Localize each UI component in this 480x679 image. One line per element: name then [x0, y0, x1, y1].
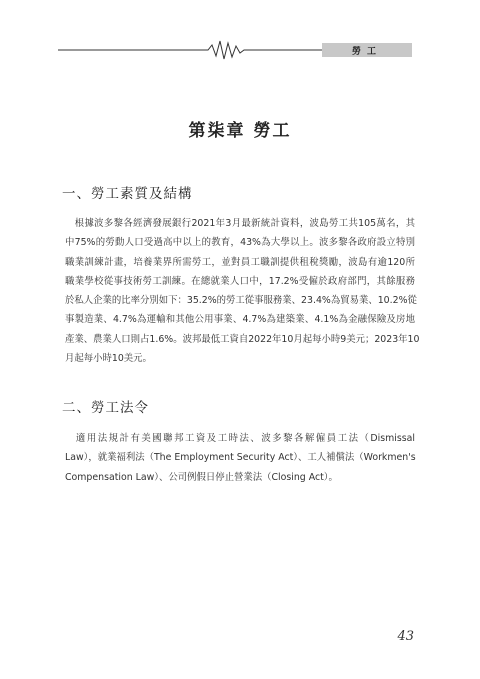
text-line: 職業訓練計畫，培養業界所需勞工，並對員工職訓提供租稅獎勵，波島有逾120所 [65, 256, 415, 268]
text-line: 中75%的勞動人口受過高中以上的教育，43%為大學以上。波多黎各政府設立特別 [65, 237, 415, 249]
text-line: 月起每小時10美元。 [65, 353, 152, 365]
heartbeat-line-icon [58, 37, 322, 63]
page-number: 43 [397, 629, 414, 644]
text-line: 事製造業、4.7%為運輸和其他公用事業、4.7%為建築業、4.1%為金融保險及房地 [65, 314, 415, 326]
text-line: Compensation Law）、公司例假日停止營業法（Closing Act）。 [65, 471, 338, 483]
header-section-tab: 勞工 [322, 43, 412, 57]
text-line: 適用法規計有美國聯邦工資及工時法、波多黎各解僱員工法（Dismissal [65, 433, 415, 444]
text-line: 產業、農業人口則占1.6%。波邦最低工資自2022年10月起每小時9美元；2023年10 [65, 333, 420, 345]
paragraph-labor-quality [65, 214, 420, 368]
text-line: 根據波多黎各經濟發展銀行2021年3月最新統計資料，波島勞工共105萬名，其 [65, 218, 415, 229]
chapter-title: 第柒章 勞工 [188, 121, 292, 141]
text-line: 於私人企業的比率分別如下：35.2%的勞工從事服務業、23.4%為貿易業、10.2%從 [65, 295, 417, 307]
section-heading-labor-law: 二、勞工法令 [62, 400, 149, 416]
text-line: Law），就業福利法（The Employment Security Act）、工人補償法（Workmen's [65, 452, 416, 464]
section-heading-labor-quality: 一、勞工素質及結構 [62, 186, 193, 202]
running-header [58, 37, 412, 63]
paragraph-labor-law [65, 429, 415, 487]
text-line: 職業學校從事技術勞工訓練。在總就業人口中，17.2%受僱於政府部門，其餘服務 [65, 275, 415, 287]
